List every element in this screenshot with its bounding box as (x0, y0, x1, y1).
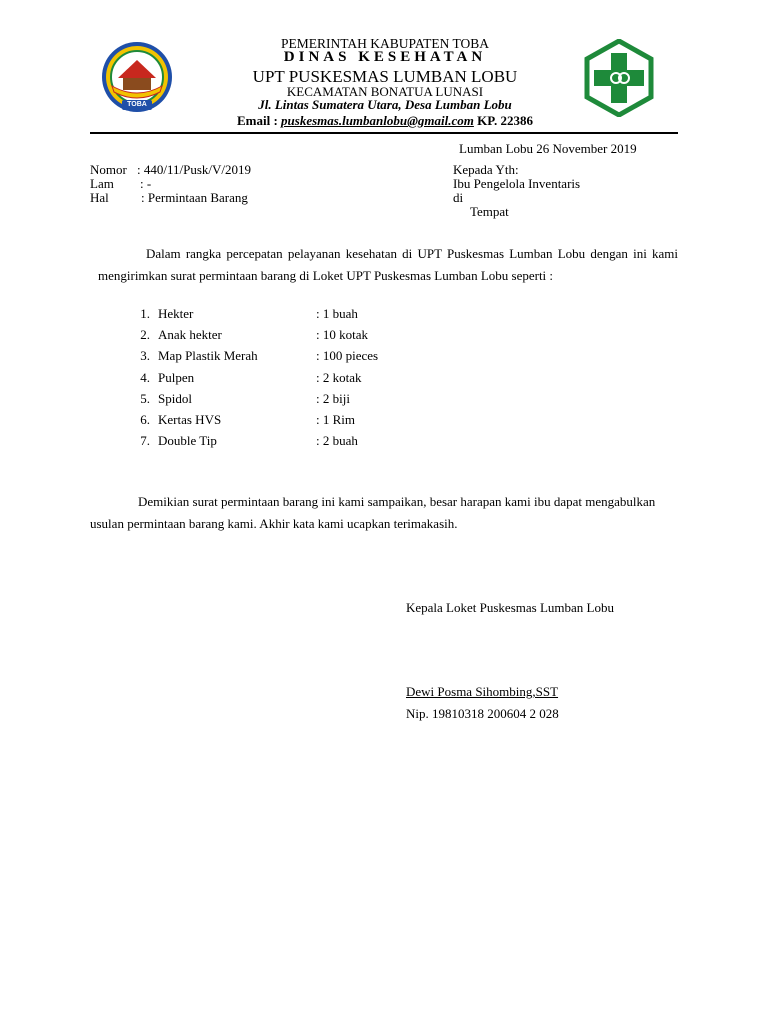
item-quantity: : 2 buah (316, 433, 358, 449)
recipient-salutation: Kepada Yth: (453, 162, 519, 177)
item-number: 7. (140, 433, 150, 449)
item-quantity: : 2 kotak (316, 369, 362, 385)
item-number: 3. (140, 348, 150, 364)
item-number: 2. (140, 327, 150, 343)
item-name: Spidol (158, 390, 192, 406)
signatory-title: Kepala Loket Puskesmas Lumban Lobu (406, 600, 614, 615)
hal-label: Hal (90, 190, 109, 205)
lam-label: Lam (90, 176, 114, 191)
recipient-di: di (453, 190, 464, 205)
contact-line (190, 113, 580, 129)
item-number: 5. (140, 390, 150, 406)
government-name: PEMERINTAH KABUPATEN TOBA (281, 36, 489, 51)
department-name: DINAS KESEHATAN (283, 49, 487, 65)
puskesmas-logo (582, 39, 656, 117)
postal-code: KP. 22386 (473, 113, 534, 128)
item-name: Anak hekter (158, 327, 222, 343)
address: Jl. Lintas Sumatera Utara, Desa Lumban Lobu (258, 97, 512, 112)
item-name: Kertas HVS (158, 411, 222, 427)
item-name: Map Plastik Merah (158, 348, 258, 364)
district-name: KECAMATAN BONATUA LUNASI (286, 84, 484, 99)
lam-value: : - (140, 176, 152, 191)
item-number: 4. (140, 369, 150, 385)
item-quantity: : 10 kotak (316, 327, 368, 343)
nomor-value: : 440/11/Pusk/V/2019 (137, 162, 252, 177)
letter-date: Lumban Lobu 26 November 2019 (459, 141, 637, 156)
signatory-name: Dewi Posma Sihombing,SST (406, 684, 559, 699)
item-quantity: : 100 pieces (316, 348, 379, 364)
item-number: 1. (140, 306, 150, 321)
toba-regency-logo (98, 40, 176, 116)
hal-value: : Permintaan Barang (141, 190, 248, 205)
nomor-label: Nomor (90, 162, 127, 177)
closing-paragraph: Demikian surat permintaan barang ini kami sampaikan, besar harapan kami ibu dapat mengabulkan usulan permintaan barang kami. Akhir kata kami ucapkan terimakasih. (90, 494, 656, 531)
item-number: 6. (140, 411, 150, 427)
item-quantity: : 2 biji (316, 390, 350, 406)
item-name: Pulpen (158, 369, 195, 385)
email-link[interactable]: puskesmas.lumbanlobu@gmail.com (281, 113, 474, 128)
item-name: Hekter (158, 306, 194, 321)
logo-text: TOBA (127, 101, 147, 108)
institution-name: UPT PUSKESMAS LUMBAN LOBU (252, 67, 518, 86)
item-name: Double Tip (158, 433, 217, 449)
recipient-place: Tempat (470, 204, 509, 219)
email-label: Email : (236, 113, 282, 128)
recipient-name: Ibu Pengelola Inventaris (453, 176, 581, 191)
header-divider (90, 132, 678, 134)
item-quantity: : 1 Rim (316, 411, 356, 427)
item-quantity: : 1 buah (316, 306, 358, 321)
signatory-nip: Nip. 19810318 200604 2 028 (406, 706, 559, 721)
request-paragraph: Dalam rangka percepatan pelayanan kesehatan di UPT Puskesmas Lumban Lobu dengan ini kami mengirimkan surat permintaan barang di Loket UPT Puskesmas Lumban Lobu seperti : (98, 246, 678, 283)
